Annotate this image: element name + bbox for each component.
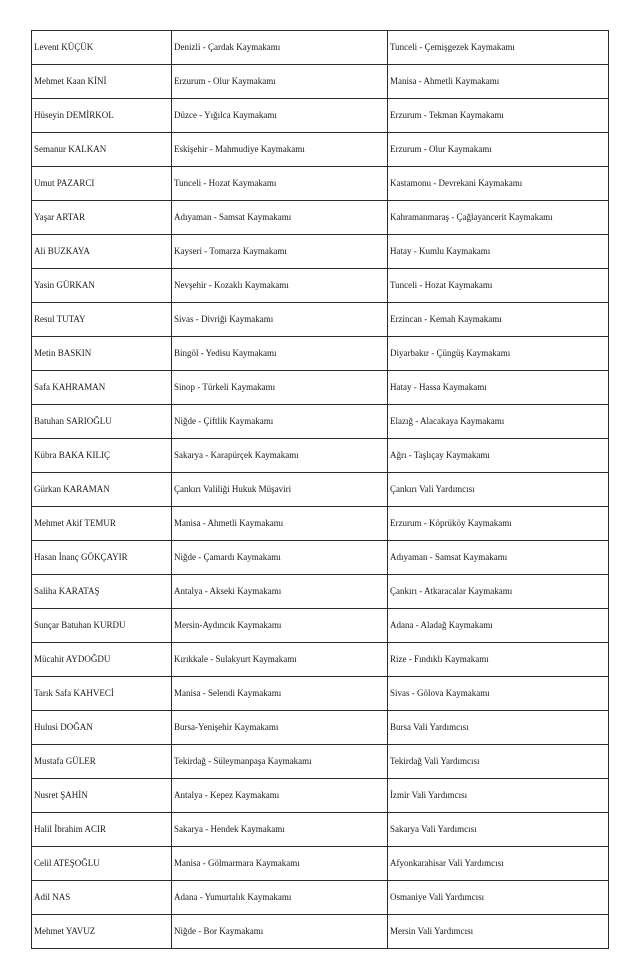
current-position-cell: Denizli - Çardak Kaymakamı (172, 31, 388, 65)
table-body (32, 31, 609, 949)
new-position-cell: Mersin Vali Yardımcısı (388, 915, 609, 949)
table-row (32, 881, 609, 915)
person-name-cell: Safa KAHRAMAN (32, 371, 172, 405)
person-name-cell: Ali BUZKAYA (32, 235, 172, 269)
current-position-cell: Niğde - Çiftlik Kaymakamı (172, 405, 388, 439)
table-row (32, 405, 609, 439)
person-name-cell: Nusret ŞAHİN (32, 779, 172, 813)
new-position-cell: Hatay - Kumlu Kaymakamı (388, 235, 609, 269)
new-position-cell: Erzurum - Olur Kaymakamı (388, 133, 609, 167)
person-name-cell: Metin BASKIN (32, 337, 172, 371)
table-row (32, 609, 609, 643)
table-row (32, 439, 609, 473)
new-position-cell: Erzurum - Tekman Kaymakamı (388, 99, 609, 133)
current-position-cell: Mersin-Aydıncık Kaymakamı (172, 609, 388, 643)
current-position-cell: Çankırı Valiliği Hukuk Müşaviri (172, 473, 388, 507)
table-row (32, 167, 609, 201)
person-name-cell: Resul TUTAY (32, 303, 172, 337)
person-name-cell: Kübra BAKA KILIÇ (32, 439, 172, 473)
person-name-cell: Adil NAS (32, 881, 172, 915)
person-name-cell: Batuhan SARIOĞLU (32, 405, 172, 439)
new-position-cell: Kahramanmaraş - Çağlayancerit Kaymakamı (388, 201, 609, 235)
current-position-cell: Manisa - Ahmetli Kaymakamı (172, 507, 388, 541)
new-position-cell: Çankırı - Atkaracalar Kaymakamı (388, 575, 609, 609)
appointments-table (31, 30, 609, 949)
person-name-cell: Saliha KARATAŞ (32, 575, 172, 609)
new-position-cell: Sivas - Gölova Kaymakamı (388, 677, 609, 711)
table-row (32, 507, 609, 541)
table-row (32, 575, 609, 609)
new-position-cell: Afyonkarahisar Vali Yardımcısı (388, 847, 609, 881)
new-position-cell: Tunceli - Hozat Kaymakamı (388, 269, 609, 303)
person-name-cell: Celil ATEŞOĞLU (32, 847, 172, 881)
current-position-cell: Adıyaman - Samsat Kaymakamı (172, 201, 388, 235)
new-position-cell: Adana - Aladağ Kaymakamı (388, 609, 609, 643)
new-position-cell: Elazığ - Alacakaya Kaymakamı (388, 405, 609, 439)
current-position-cell: Nevşehir - Kozaklı Kaymakamı (172, 269, 388, 303)
table-row (32, 371, 609, 405)
person-name-cell: Mehmet Kaan KİNİ (32, 65, 172, 99)
table-row (32, 99, 609, 133)
new-position-cell: Çankırı Vali Yardımcısı (388, 473, 609, 507)
current-position-cell: Düzce - Yığılca Kaymakamı (172, 99, 388, 133)
table-row (32, 779, 609, 813)
document-page (31, 30, 608, 949)
current-position-cell: Manisa - Selendi Kaymakamı (172, 677, 388, 711)
person-name-cell: Mücahit AYDOĞDU (32, 643, 172, 677)
person-name-cell: Hüseyin DEMİRKOL (32, 99, 172, 133)
person-name-cell: Yasin GÜRKAN (32, 269, 172, 303)
table-row (32, 269, 609, 303)
person-name-cell: Mehmet Akif TEMUR (32, 507, 172, 541)
current-position-cell: Erzurum - Olur Kaymakamı (172, 65, 388, 99)
person-name-cell: Sunçar Batuhan KURDU (32, 609, 172, 643)
new-position-cell: Sakarya Vali Yardımcısı (388, 813, 609, 847)
table-row (32, 677, 609, 711)
current-position-cell: Tunceli - Hozat Kaymakamı (172, 167, 388, 201)
current-position-cell: Manisa - Gölmarmara Kaymakamı (172, 847, 388, 881)
new-position-cell: Hatay - Hassa Kaymakamı (388, 371, 609, 405)
table-row (32, 813, 609, 847)
new-position-cell: Kastamonu - Devrekani Kaymakamı (388, 167, 609, 201)
current-position-cell: Bingöl - Yedisu Kaymakamı (172, 337, 388, 371)
person-name-cell: Halil İbrahim ACIR (32, 813, 172, 847)
current-position-cell: Antalya - Akseki Kaymakamı (172, 575, 388, 609)
person-name-cell: Levent KÜÇÜK (32, 31, 172, 65)
new-position-cell: Osmaniye Vali Yardımcısı (388, 881, 609, 915)
table-row (32, 31, 609, 65)
person-name-cell: Gürkan KARAMAN (32, 473, 172, 507)
person-name-cell: Mehmet YAVUZ (32, 915, 172, 949)
current-position-cell: Sivas - Divriği Kaymakamı (172, 303, 388, 337)
person-name-cell: Yaşar ARTAR (32, 201, 172, 235)
current-position-cell: Eskişehir - Mahmudiye Kaymakamı (172, 133, 388, 167)
new-position-cell: Ağrı - Taşlıçay Kaymakamı (388, 439, 609, 473)
current-position-cell: Sakarya - Karapürçek Kaymakamı (172, 439, 388, 473)
table-row (32, 133, 609, 167)
current-position-cell: Kayseri - Tomarza Kaymakamı (172, 235, 388, 269)
table-row (32, 303, 609, 337)
table-row (32, 473, 609, 507)
new-position-cell: Manisa - Ahmetli Kaymakamı (388, 65, 609, 99)
new-position-cell: Bursa Vali Yardımcısı (388, 711, 609, 745)
table-row (32, 745, 609, 779)
table-row (32, 847, 609, 881)
table-row (32, 201, 609, 235)
current-position-cell: Sinop - Türkeli Kaymakamı (172, 371, 388, 405)
new-position-cell: Diyarbakır - Çüngüş Kaymakamı (388, 337, 609, 371)
table-row (32, 915, 609, 949)
new-position-cell: Erzurum - Köprüköy Kaymakamı (388, 507, 609, 541)
current-position-cell: Niğde - Çamardı Kaymakamı (172, 541, 388, 575)
table-row (32, 235, 609, 269)
current-position-cell: Niğde - Bor Kaymakamı (172, 915, 388, 949)
table-row (32, 337, 609, 371)
table-row (32, 541, 609, 575)
new-position-cell: Erzincan - Kemah Kaymakamı (388, 303, 609, 337)
new-position-cell: Tunceli - Çemişgezek Kaymakamı (388, 31, 609, 65)
current-position-cell: Bursa-Yenişehir Kaymakamı (172, 711, 388, 745)
person-name-cell: Mustafa GÜLER (32, 745, 172, 779)
table-row (32, 711, 609, 745)
current-position-cell: Tekirdağ - Süleymanpaşa Kaymakamı (172, 745, 388, 779)
current-position-cell: Sakarya - Hendek Kaymakamı (172, 813, 388, 847)
current-position-cell: Kırıkkale - Sulakyurt Kaymakamı (172, 643, 388, 677)
person-name-cell: Umut PAZARCI (32, 167, 172, 201)
person-name-cell: Hulusi DOĞAN (32, 711, 172, 745)
new-position-cell: Tekirdağ Vali Yardımcısı (388, 745, 609, 779)
table-row (32, 643, 609, 677)
current-position-cell: Adana - Yumurtalık Kaymakamı (172, 881, 388, 915)
new-position-cell: Rize - Fındıklı Kaymakamı (388, 643, 609, 677)
table-row (32, 65, 609, 99)
person-name-cell: Tarık Safa KAHVECİ (32, 677, 172, 711)
person-name-cell: Hasan İnanç GÖKÇAYIR (32, 541, 172, 575)
new-position-cell: İzmir Vali Yardımcısı (388, 779, 609, 813)
person-name-cell: Semanur KALKAN (32, 133, 172, 167)
new-position-cell: Adıyaman - Samsat Kaymakamı (388, 541, 609, 575)
current-position-cell: Antalya - Kepez Kaymakamı (172, 779, 388, 813)
